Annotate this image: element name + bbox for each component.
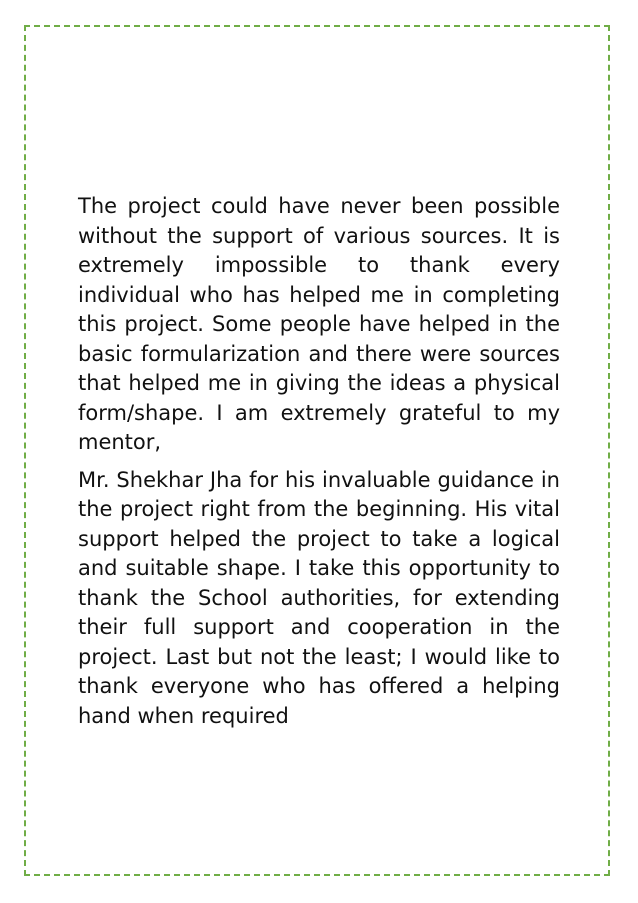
- paragraph-acknowledgement-intro: The project could have never been possible without the support of various sources. It is extremely impossible to thank every individual who has helped me in completing this project. Some people have helped in the basic formularization and there were sources that helped me in giving the ideas a physical form/shape. I am extremely grateful to my mentor,: [78, 194, 560, 454]
- paragraph-acknowledgement-mentor: Mr. Shekhar Jha for his invaluable guidance in the project right from the beginning. His vital support helped the project to take a logical and suitable shape. I take this opportunity to thank the School authorities, for extending their full support and cooperation in the project. Last but not the least; I would like to thank everyone who has offered a helping hand when required: [78, 467, 560, 728]
- document-body: [78, 192, 560, 731]
